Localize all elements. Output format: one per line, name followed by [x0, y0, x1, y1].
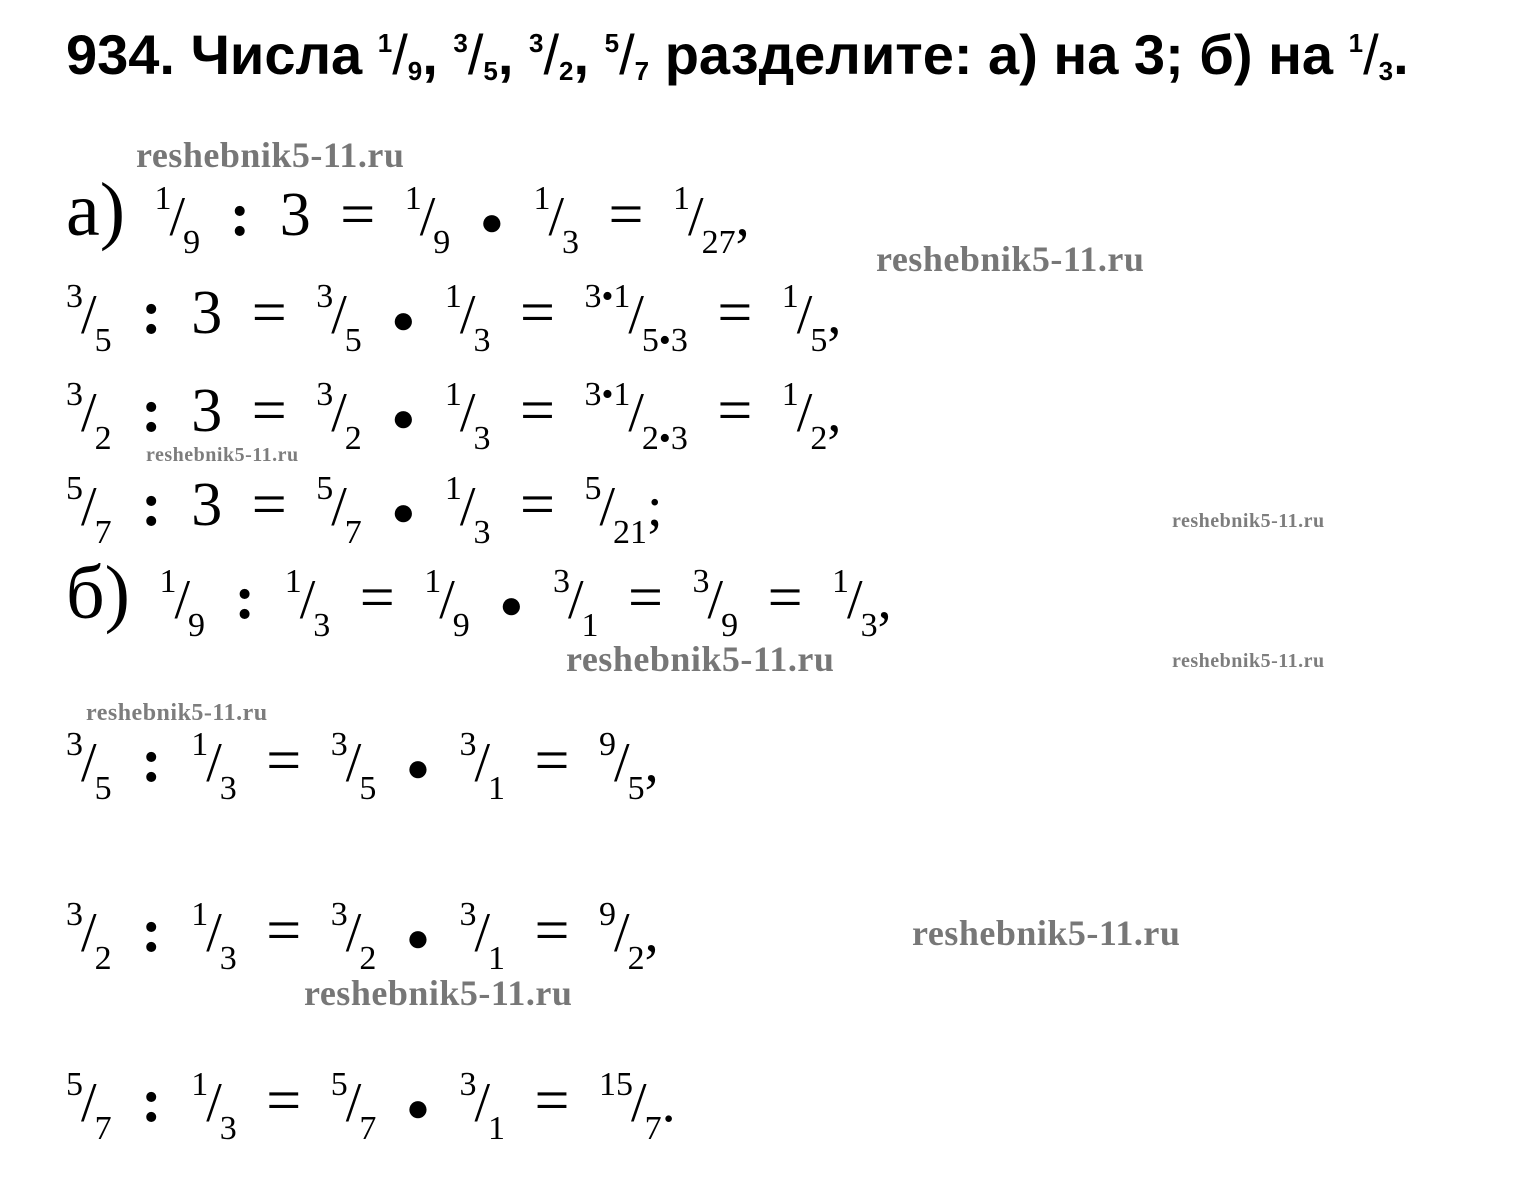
task-number: 934.	[66, 23, 175, 86]
denominator: 5	[810, 322, 828, 359]
equals-sign: =	[519, 377, 555, 445]
fraction-slash: /	[796, 284, 813, 346]
equals-sign: =	[519, 279, 555, 347]
denominator: 3	[219, 940, 237, 977]
fraction	[459, 898, 505, 976]
equals-sign: =	[767, 564, 803, 632]
numerator: 1	[444, 376, 462, 413]
numerator: 3•1	[584, 376, 631, 413]
title-fraction	[378, 23, 423, 86]
math-symbol: ,	[573, 23, 590, 86]
denominator: 7	[94, 514, 112, 551]
task-text-start: Числа	[190, 23, 363, 86]
division-sign: :	[141, 897, 162, 965]
numerator: 3	[692, 563, 710, 600]
denominator: 3	[562, 224, 580, 261]
numerator: 1	[154, 180, 172, 217]
fraction-slash: /	[169, 186, 186, 248]
fraction-slash: /	[631, 1072, 647, 1134]
fraction-slash: /	[543, 23, 560, 86]
fraction	[832, 565, 878, 643]
numerator: 3	[316, 376, 334, 413]
fraction-slash: /	[345, 732, 362, 794]
numerator: 5	[316, 470, 334, 507]
math-symbol: 3	[529, 28, 544, 58]
numerator: 1	[191, 896, 209, 933]
punctuation: ;	[647, 476, 663, 538]
numerator: 15	[599, 1066, 634, 1103]
numerator: 3•1	[584, 278, 631, 315]
solution-line-b1	[66, 551, 892, 645]
fraction-slash: /	[81, 1072, 97, 1134]
fraction	[66, 1068, 112, 1146]
fraction-slash: /	[707, 569, 724, 631]
numerator: 1	[444, 470, 462, 507]
numerator: 1	[533, 180, 551, 217]
denominator: 3	[473, 322, 491, 359]
watermark: reshebnik5-11.ru	[1172, 650, 1325, 672]
fraction-slash: /	[459, 382, 476, 444]
fraction	[445, 472, 491, 550]
fraction	[155, 182, 201, 260]
fraction	[445, 378, 491, 456]
division-sign: :	[141, 279, 162, 347]
fraction-slash: /	[345, 902, 362, 964]
fraction-slash: /	[331, 476, 347, 538]
title-fraction	[1349, 23, 1394, 86]
denominator: 1	[581, 607, 599, 644]
denominator: 9	[433, 224, 451, 261]
numerator: 1	[404, 180, 422, 217]
fraction-slash: /	[548, 186, 565, 248]
title-fraction	[453, 23, 498, 86]
part-b-label: б)	[66, 551, 130, 635]
math-symbol: 9	[407, 56, 423, 86]
denominator: 2	[94, 940, 112, 977]
numerator: 3	[459, 1066, 477, 1103]
multiplication-dot: ●	[405, 745, 430, 790]
punctuation: ,	[877, 569, 892, 631]
numerator: 5	[66, 470, 83, 507]
numerator: 5	[330, 1066, 348, 1103]
equals-sign: =	[717, 279, 753, 347]
equals-sign: =	[534, 727, 570, 795]
equals-sign: =	[534, 897, 570, 965]
multiplication-dot: ●	[405, 1085, 430, 1130]
equals-sign: =	[251, 279, 287, 347]
fraction	[405, 182, 451, 260]
numerator: 1	[159, 563, 177, 600]
fraction-slash: /	[614, 732, 630, 794]
fraction-slash: /	[474, 732, 491, 794]
fraction-slash: /	[81, 732, 97, 794]
math-symbol: ,	[497, 23, 514, 86]
watermark: reshebnik5-11.ru	[146, 444, 299, 466]
math-symbol: 7	[634, 56, 650, 86]
math-symbol: .	[1393, 23, 1409, 86]
fraction	[66, 472, 112, 550]
numerator: 3	[66, 376, 83, 413]
numerator: 3	[66, 726, 83, 763]
solution-line-a1	[66, 168, 750, 262]
fraction	[459, 728, 505, 806]
math-symbol: 5	[604, 28, 620, 58]
fraction-slash: /	[419, 186, 436, 248]
numerator: 3	[66, 278, 83, 315]
number: 3	[279, 181, 311, 249]
watermark: reshebnik5-11.ru	[566, 639, 835, 679]
fraction	[553, 565, 599, 643]
fraction	[424, 565, 470, 643]
title-fraction	[529, 23, 574, 86]
numerator: 1	[673, 180, 690, 217]
fraction-slash: /	[1363, 23, 1379, 86]
title-fraction	[605, 23, 650, 86]
fraction	[316, 378, 362, 456]
equals-sign: =	[251, 471, 287, 539]
denominator: 3	[313, 607, 331, 644]
numerator: 3	[330, 726, 348, 763]
fraction-slash: /	[81, 382, 97, 444]
division-sign: :	[141, 727, 162, 795]
fraction	[66, 280, 112, 358]
punctuation: ,	[827, 382, 842, 444]
fraction-slash: /	[206, 732, 222, 794]
fraction-slash: /	[81, 902, 97, 964]
fraction	[782, 378, 828, 456]
fraction-slash: /	[599, 476, 616, 538]
denominator: 9	[721, 607, 739, 644]
fraction	[159, 565, 205, 643]
numerator: 3	[66, 896, 83, 933]
denominator: 27	[701, 224, 736, 261]
numerator: 1	[781, 278, 799, 315]
fraction	[331, 728, 377, 806]
watermark: reshebnik5-11.ru	[912, 913, 1181, 953]
fraction	[782, 280, 828, 358]
fraction-slash: /	[206, 1072, 222, 1134]
numerator: 3	[459, 896, 477, 933]
numerator: 1	[424, 563, 442, 600]
watermark: reshebnik5-11.ru	[304, 973, 573, 1013]
denominator: 1	[488, 770, 506, 807]
fraction-slash: /	[331, 382, 347, 444]
denominator: 9	[452, 607, 470, 644]
fraction-slash: /	[628, 284, 644, 346]
denominator: 5•3	[641, 322, 688, 359]
fraction-slash: /	[459, 284, 476, 346]
punctuation: ,	[827, 284, 842, 346]
fraction	[191, 728, 237, 806]
fraction-slash: /	[174, 569, 191, 631]
fraction	[533, 182, 579, 260]
equals-sign: =	[534, 1067, 570, 1135]
fraction-slash: /	[628, 382, 644, 444]
equals-sign: =	[340, 181, 376, 249]
fraction	[599, 728, 645, 806]
fraction-slash: /	[847, 569, 863, 631]
denominator: 9	[188, 607, 206, 644]
equals-sign: =	[519, 471, 555, 539]
fraction	[66, 378, 112, 456]
denominator: 3	[860, 607, 878, 644]
fraction-slash: /	[474, 1072, 491, 1134]
equals-sign: =	[251, 377, 287, 445]
math-symbol: 1	[1348, 28, 1364, 58]
numerator: 1	[191, 1066, 209, 1103]
fraction	[599, 898, 645, 976]
denominator: 2	[94, 420, 112, 457]
punctuation: ,	[644, 732, 659, 794]
equals-sign: =	[359, 564, 395, 632]
denominator: 7	[94, 1110, 112, 1147]
numerator: 9	[599, 726, 617, 763]
equals-sign: =	[266, 1067, 302, 1135]
division-sign: :	[141, 471, 162, 539]
fraction	[673, 182, 736, 260]
fraction-slash: /	[474, 902, 491, 964]
denominator: 3	[219, 770, 237, 807]
numerator: 3	[330, 896, 348, 933]
denominator: 7	[344, 514, 362, 551]
fraction-slash: /	[688, 186, 704, 248]
fraction	[459, 1068, 505, 1146]
fraction-slash: /	[81, 476, 97, 538]
fraction-slash: /	[299, 569, 316, 631]
math-symbol: ,	[422, 23, 438, 86]
fraction-slash: /	[467, 23, 484, 86]
fraction	[316, 280, 362, 358]
denominator: 5	[344, 322, 362, 359]
number: 3	[191, 471, 223, 539]
watermark: reshebnik5-11.ru	[136, 135, 405, 175]
denominator: 9	[183, 224, 201, 261]
fraction-slash: /	[345, 1072, 362, 1134]
denominator: 1	[488, 940, 506, 977]
fraction	[191, 898, 237, 976]
fraction	[584, 280, 687, 358]
multiplication-dot: ●	[391, 395, 416, 440]
equals-sign: =	[717, 377, 753, 445]
denominator: 7	[359, 1110, 377, 1147]
task-title	[66, 24, 1409, 86]
fraction-slash: /	[392, 23, 408, 86]
punctuation: .	[661, 1072, 676, 1134]
fraction-slash: /	[614, 902, 630, 964]
numerator: 3	[316, 278, 334, 315]
fraction	[445, 280, 491, 358]
denominator: 2•3	[641, 420, 688, 457]
fraction	[584, 472, 647, 550]
fraction	[584, 378, 687, 456]
denominator: 2	[627, 940, 645, 977]
math-symbol: 5	[483, 56, 498, 86]
math-symbol: 3	[1378, 56, 1394, 86]
multiplication-dot: ●	[405, 915, 430, 960]
fraction	[693, 565, 739, 643]
punctuation: ,	[735, 186, 750, 248]
denominator: 2	[344, 420, 362, 457]
fraction	[66, 898, 112, 976]
numerator: 5	[584, 470, 602, 507]
solution-line-b4	[66, 1068, 676, 1158]
solution-line-a4	[66, 472, 663, 562]
denominator: 5	[94, 770, 112, 807]
equals-sign: =	[628, 564, 663, 632]
part-a-label: а)	[66, 168, 126, 252]
denominator: 21	[613, 514, 648, 551]
math-symbol: 1	[377, 28, 393, 58]
fraction	[191, 1068, 237, 1146]
division-sign: :	[234, 564, 256, 632]
equals-sign: =	[266, 727, 302, 795]
number: 3	[191, 377, 223, 445]
fraction-slash: /	[619, 23, 635, 86]
multiplication-dot: ●	[391, 489, 416, 534]
number: 3	[191, 279, 223, 347]
multiplication-dot: ●	[499, 582, 524, 627]
fraction	[331, 898, 377, 976]
fraction	[66, 728, 112, 806]
task-text-end: разделите: а) на 3; б) на	[664, 23, 1334, 86]
denominator: 5	[627, 770, 645, 807]
fraction-slash: /	[81, 284, 97, 346]
denominator: 2	[810, 420, 828, 457]
division-sign: :	[141, 377, 162, 445]
math-symbol: 3	[453, 28, 468, 58]
numerator: 1	[191, 726, 209, 763]
division-sign: :	[141, 1067, 162, 1135]
fraction	[331, 1068, 377, 1146]
numerator: 3	[552, 563, 570, 600]
punctuation: ,	[644, 902, 659, 964]
fraction-slash: /	[796, 382, 813, 444]
equals-sign: =	[608, 181, 644, 249]
fraction-slash: /	[206, 902, 222, 964]
fraction-slash: /	[459, 476, 476, 538]
watermark: reshebnik5-11.ru	[1172, 510, 1325, 532]
solution-line-a2	[66, 280, 841, 370]
numerator: 1	[284, 563, 302, 600]
numerator: 1	[781, 376, 799, 413]
fraction	[316, 472, 362, 550]
numerator: 1	[832, 563, 850, 600]
fraction	[599, 1068, 662, 1146]
numerator: 5	[66, 1066, 83, 1103]
fraction	[285, 565, 331, 643]
math-symbol: 2	[559, 56, 574, 86]
denominator: 7	[644, 1110, 662, 1147]
numerator: 9	[599, 896, 617, 933]
watermark: reshebnik5-11.ru	[876, 239, 1145, 279]
numerator: 3	[459, 726, 477, 763]
numerator: 1	[444, 278, 462, 315]
solution-line-b2	[66, 728, 659, 818]
denominator: 5	[359, 770, 377, 807]
denominator: 3	[219, 1110, 237, 1147]
fraction-slash: /	[439, 569, 455, 631]
equals-sign: =	[266, 897, 302, 965]
fraction-slash: /	[331, 284, 347, 346]
denominator: 3	[473, 420, 491, 457]
denominator: 3	[473, 514, 491, 551]
division-sign: :	[229, 181, 251, 249]
denominator: 5	[94, 322, 112, 359]
denominator: 2	[359, 940, 377, 977]
multiplication-dot: ●	[479, 199, 504, 244]
multiplication-dot: ●	[391, 297, 416, 342]
watermark: reshebnik5-11.ru	[86, 700, 268, 726]
fraction-slash: /	[567, 569, 584, 631]
denominator: 1	[488, 1110, 506, 1147]
